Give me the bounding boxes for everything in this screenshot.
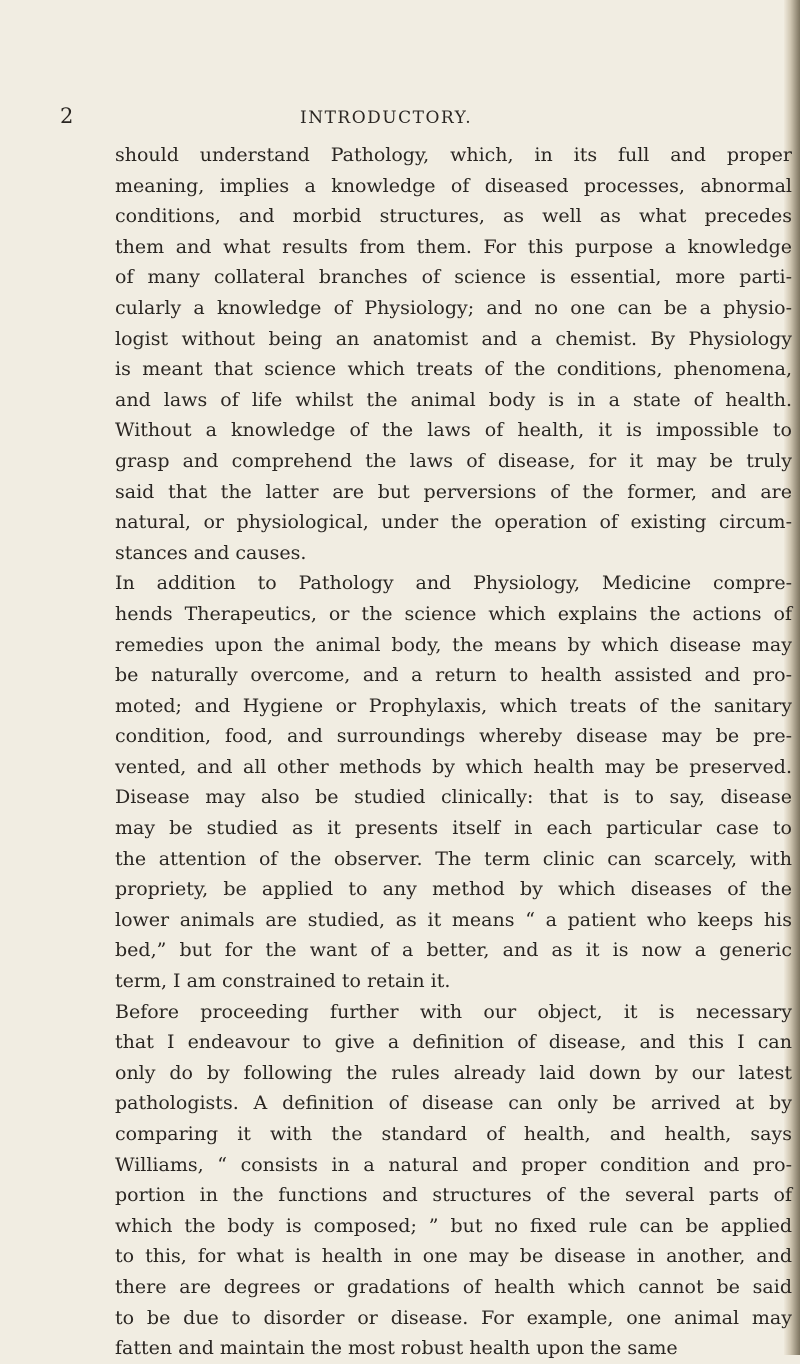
text-line: should understand Pathology, which, in its full and proper xyxy=(115,144,792,166)
text-line: remedies upon the animal body, the means by which disease may xyxy=(115,633,792,656)
text-line: grasp and comprehend the laws of disease, for it may be truly xyxy=(115,449,792,472)
text-line: condition, food, and surroundings whereby disease may be pre- xyxy=(115,725,792,748)
text-line: of many collateral branches of science is essential, more parti- xyxy=(115,266,792,289)
text-line: the attention of the observer. The term clinic can scarcely, with xyxy=(115,847,792,870)
text-line: logist without being an anatomist and a chemist. By Physiology xyxy=(115,327,792,350)
text-line: In addition to Pathology and Physiology, Medicine compre- xyxy=(115,572,792,595)
text-line: is meant that science which treats of the conditions, phenomena, xyxy=(115,358,792,381)
text-line: natural, or physiological, under the operation of existing circum- xyxy=(115,511,792,534)
text-line: Before proceeding further with our object, it is necessary xyxy=(115,1000,792,1023)
text-line: said that the latter are but perversions of the former, and are xyxy=(115,480,792,503)
text-line: which the body is composed; ” but no fixed rule can be applied xyxy=(115,1214,792,1237)
text-line: to this, for what is health in one may be disease in another, and xyxy=(115,1245,792,1268)
text-line: conditions, and morbid structures, as well as what precedes xyxy=(115,205,792,228)
text-line: them and what results from them. For this purpose a knowledge xyxy=(115,235,792,258)
text-line: propriety, be applied to any method by which diseases of the xyxy=(115,878,792,901)
text-line: may be studied as it presents itself in each particular case to xyxy=(115,817,792,840)
body-text xyxy=(115,140,792,1364)
text-line: be naturally overcome, and a return to health assisted and pro- xyxy=(115,664,792,687)
page-number: 2 xyxy=(60,104,74,128)
text-line: Williams, “ consists in a natural and proper condition and pro- xyxy=(115,1153,792,1176)
text-line: and laws of life whilst the animal body is in a state of health. xyxy=(115,388,792,411)
text-line: to be due to disorder or disease. For example, one animal may xyxy=(115,1306,792,1329)
running-head: INTRODUCTORY. xyxy=(300,108,473,128)
text-line: moted; and Hygiene or Prophylaxis, which treats of the sanitary xyxy=(115,694,792,717)
text-line: term, I am constrained to retain it. xyxy=(115,970,451,993)
text-line: there are degrees or gradations of health which cannot be said xyxy=(115,1275,792,1298)
text-line: meaning, implies a knowledge of diseased processes, abnormal xyxy=(115,174,792,197)
text-line: Without a knowledge of the laws of health, it is impossible to xyxy=(115,419,792,442)
text-line: cularly a knowledge of Physiology; and no one can be a physio- xyxy=(115,296,792,319)
text-line: vented, and all other methods by which health may be preserved. xyxy=(115,755,792,778)
text-line: pathologists. A definition of disease can only be arrived at by xyxy=(115,1092,792,1115)
text-line: comparing it with the standard of health, and health, says xyxy=(115,1123,792,1145)
text-line: bed,” but for the want of a better, and as it is now a generic xyxy=(115,939,792,962)
text-line: portion in the functions and structures of the several parts of xyxy=(115,1184,792,1207)
text-line: hends Therapeutics, or the science which explains the actions of xyxy=(115,602,792,625)
text-line: lower animals are studied, as it means “ a patient who keeps his xyxy=(115,908,792,931)
text-line: only do by following the rules already laid down by our latest xyxy=(115,1061,792,1084)
text-line: stances and causes. xyxy=(115,541,307,564)
text-line: fatten and maintain the most robust health upon the same xyxy=(115,1337,678,1360)
text-line: that I endeavour to give a definition of disease, and this I can xyxy=(115,1031,792,1054)
text-line: Disease may also be studied clinically: that is to say, disease xyxy=(115,786,792,809)
